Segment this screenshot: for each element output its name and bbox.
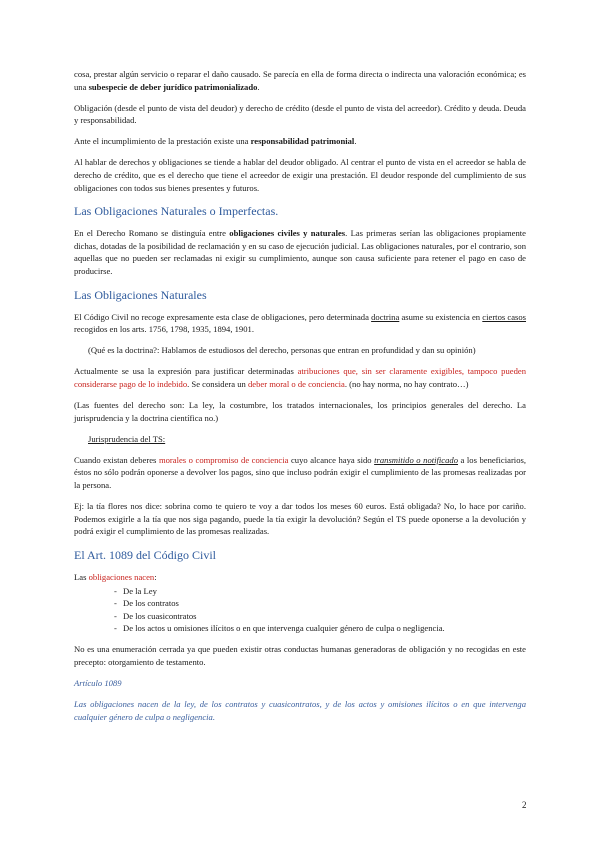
paragraph-codigo-civil [74,311,526,336]
paragraph-deberes-morales [74,454,526,492]
underlined-term: ciertos casos [482,311,527,322]
subheading-jurisprudencia [74,433,526,446]
text: . [257,81,260,92]
text: . Se considera un [187,379,248,389]
article-title: Artículo 1089 [74,678,122,689]
paragraph-doctrina: (Qué es la doctrina?: Hablamos de estudiosos del derecho, personas que entran en profundidad y dan su opinión) [88,345,476,356]
paragraph-actualmente [74,365,526,390]
bold-term: subespecie de deber jurídico patrimonializado [88,81,258,92]
highlight-red: morales o compromiso de conciencia [158,454,289,465]
paragraph-fuentes-derecho: (Las fuentes del derecho son: La ley, la costumbre, los tratados internacionales, los principios generales del derecho. La jurisprudencia y la doctrina científica no.) [74,400,526,423]
text: Ante el incumplimiento de la prestación existe una [74,136,251,147]
list-item: - De los cuasicontratos [114,610,526,623]
list-item: - De los contratos [114,597,526,610]
text: : [154,571,157,582]
heading-art-1089: El Art. 1089 del Código Civil [74,547,217,562]
text: . [354,136,357,147]
underlined-term: Jurisprudencia del TS: [88,433,166,444]
paragraph-derechos-obligaciones: Al hablar de derechos y obligaciones se tiende a hablar del deudor obligado. Al centrar el punto de vista en el acreedor se habla de derecho de crédito, que es el derecho que tiene el acreedor de exigir una prestación. El deudor responde del cumplimiento de sus obligaciones con todos sus bienes presentes y futuros. [74,157,526,193]
paragraph-obligacion-credito: Obligación (desde el punto de vista del deudor) y derecho de crédito (desde el punto de vista del acreedor). Crédito y deuda. Deuda y responsabilidad. [74,102,526,126]
text: asume su existencia en [399,311,483,322]
paragraph-incumplimiento [74,135,526,148]
page-number: 2 [522,800,527,810]
text: cuyo alcance haya sido [288,454,375,465]
paragraph-obligacion-concepto [74,68,526,93]
text: . (no hay norma, no hay contrato…) [344,379,469,389]
underlined-italic-term: transmitido o notificado [374,454,458,465]
heading-obligaciones-imperfectas: Las Obligaciones Naturales o Imperfectas. [74,204,279,219]
heading-obligaciones-naturales: Las Obligaciones Naturales [74,287,207,302]
text: Cuando existan deberes [74,454,159,465]
paragraph-ejemplo: Ej: la tía flores nos dice: sobrina como te quiero te voy a dar todos los meses 60 euros. Está obligada? No, lo hace por cariño. Podemos exigirle a la tía que nos siga pagando, puede la tía exigir la devolución? Según el TS puede oponerse a la devolución y podrá exigir el cumplimiento de las promesas realizadas. [74,501,526,537]
text: En el Derecho Romano se distinguía entre [74,228,230,239]
text: cosa, prestar algún servicio o reparar el daño causado. Se parecía en ella de forma directa o indirecta una valoración económica; es una [74,69,526,92]
text: Actualmente se usa la expresión para justificar determinadas [74,366,298,377]
article-text: Las obligaciones nacen de la ley, de los contratos y cuasicontratos, y de los actos y omisiones ilícitos o en que intervenga cualquier género de culpa o negligencia. [74,699,526,722]
text: El Código Civil no recoge expresamente esta clase de obligaciones, pero determinada [74,311,372,322]
paragraph-derecho-romano [74,227,526,277]
highlight-red: atribuciones que, sin ser claramente exigibles, tampoco pueden considerarse pago de lo indebido [74,366,526,389]
text: a los beneficiarios, éstos no sólo podrán oponerse a devolver los pagos, sino que incluso podrán exigir el cumplimiento de las promesas realizadas por la persona. [74,454,526,491]
text: Las [74,571,89,582]
sources-list [74,585,526,635]
text: recogidos en los arts. 1756, 1798, 1935, 1894, 1901. [74,324,254,335]
document-page [74,68,526,732]
paragraph-enumeracion: No es una enumeración cerrada ya que pueden existir otras conductas humanas generadoras de obligación y no recogidas en este precepto: otorgamiento de testamento. [74,644,526,667]
highlight-red: deber moral o de conciencia [247,379,345,389]
paragraph-obligaciones-nacen [74,571,526,584]
bold-term: obligaciones civiles y naturales [229,228,346,239]
list-item: - De los actos u omisiones ilícitos o en que intervenga cualquier género de culpa o negligencia. [114,622,526,635]
text: . Las primeras serían las obligaciones propiamente dichas, dotadas de la posibilidad de reclamación y en su caso de ejecución judicial. Las obligaciones naturales, por el contrario, son aquellas que no pueden ser reclamadas ni exigir su cumplimiento, aunque son causa suficiente para retener el pago en caso de producirse. [74,228,526,277]
highlight-red: obligaciones nacen [88,571,155,582]
bold-term: responsabilidad patrimonial [250,136,355,147]
list-item: - De la Ley [114,585,526,598]
underlined-term: doctrina [371,311,400,322]
